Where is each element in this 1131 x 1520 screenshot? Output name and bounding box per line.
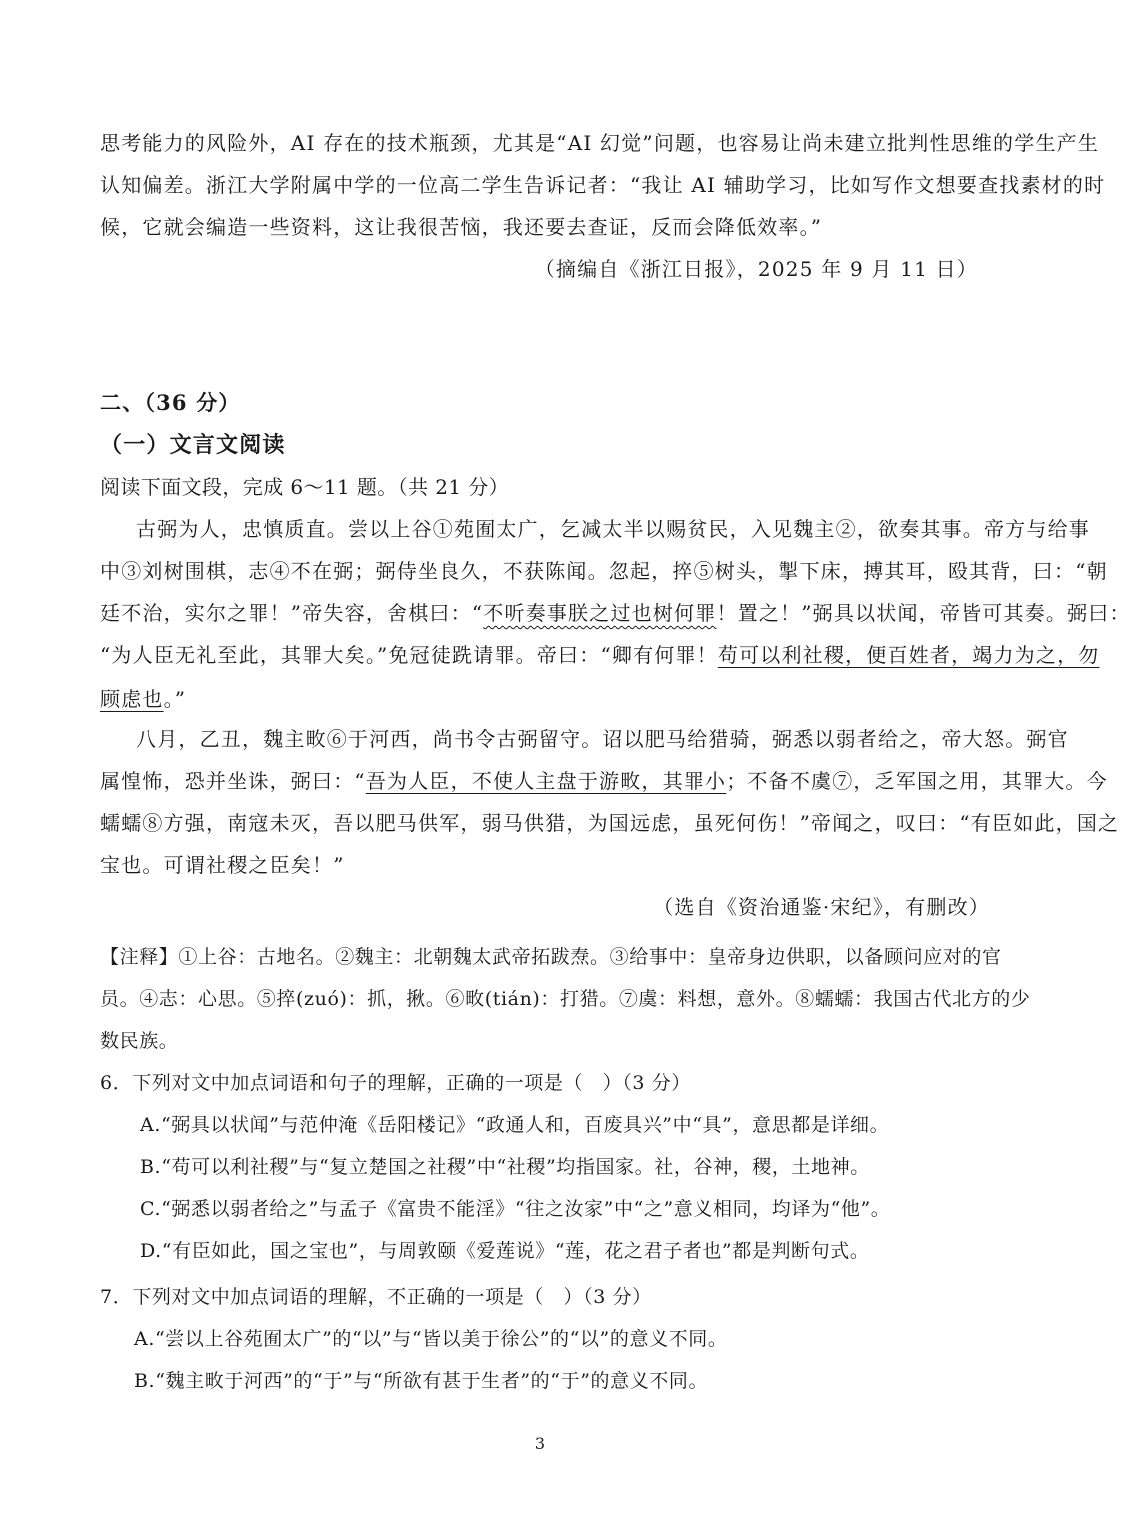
question-stem: 6．下列对文中加点词语和句子的理解，正确的一项是（ ）（3 分）: [100, 1072, 691, 1094]
translation-underline: 苟可以利社稷，便百姓者，竭力为之，勿: [717, 643, 1100, 667]
passage-source: （摘编自《浙江日报》，2025 年 9 月 11 日）: [534, 257, 978, 281]
passage-line: 候，它就会编造一些资料，这让我很苦恼，我还要去查证，反而会降低效率。”: [100, 215, 823, 239]
classical-paragraph-2: [100, 718, 1120, 928]
option-d: D.“有臣如此，国之宝也”，与周敦颐《爱莲说》“莲，花之君子者也”都是判断句式。: [140, 1240, 870, 1262]
classical-line: [100, 634, 1100, 676]
classical-source: （选自《资治通鉴·宋纪》，有删改）: [653, 895, 990, 919]
note-line: 员。④志：心思。⑤捽(zuó)：抓，揪。⑥畋(tián)：打猎。⑦虞：料想，意外。⑧蠕蠕：我国古代北方的少: [100, 988, 1031, 1010]
section-subtitle: （一）文言文阅读: [100, 432, 286, 458]
translation-underline: 顾虑也: [100, 687, 164, 711]
classical-text: “为人臣无礼至此，其罪大矣。”免冠徒跣请罪。帝曰：“卿有何罪！: [100, 643, 718, 667]
passage-line: 认知偏差。浙江大学附属中学的一位高二学生告诉记者：“我让 AI 辅助学习，比如写作文想要查找素材的时: [100, 173, 1106, 197]
option-b: B.“苟可以利社稷”与“复立楚国之社稷”中“社稷”均指国家。社，谷神，稷，土地神。: [140, 1156, 870, 1178]
annotation-notes: [100, 936, 1031, 1062]
classical-line: [100, 760, 1108, 802]
section-title: 二、（36 分）: [100, 390, 241, 415]
question-6: [100, 1062, 990, 1272]
classical-line: 古弼为人，忠慎质直。尝以上谷①苑囿太广，乞减太半以赐贫民，入见魏主②，欲奏其事。帝方与给事: [136, 517, 1090, 541]
note-line: 数民族。: [100, 1030, 179, 1052]
section-instruction: 阅读下面文段，完成 6～11 题。（共 21 分）: [100, 475, 510, 499]
question-stem: 7．下列对文中加点词语的理解，不正确的一项是（ ）（3 分）: [100, 1286, 652, 1308]
option-a: A.“尝以上谷苑囿太广”的“以”与“皆以美于徐公”的“以”的意义不同。: [134, 1328, 728, 1350]
passage-line: 思考能力的风险外，AI 存在的技术瓶颈，尤其是“AI 幻觉”问题，也容易让尚未建立批判性思维的学生产生: [100, 131, 1100, 155]
classical-line: 宝也。可谓社稷之臣矣！”: [100, 853, 345, 877]
sentence-break-underline: 不听奏事朕之过也树何罪: [483, 601, 717, 625]
translation-underline: 吾为人臣，不使人主盘于游畋，其罪小: [365, 769, 727, 793]
classical-text: 廷不治，实尔之罪！”帝失容，舍棋曰：“: [100, 601, 484, 625]
classical-line: 中③刘树围棋，志④不在弼；弼侍坐良久，不获陈闻。忽起，捽⑤树头，掣下床，搏其耳，殴其背，曰：“朝: [100, 559, 1108, 583]
option-b: B.“魏主畋于河西”的“于”与“所欲有甚于生者”的“于”的意义不同。: [134, 1370, 709, 1392]
classical-text: 。”: [163, 687, 187, 711]
option-c: C.“弼悉以弱者给之”与孟子《富贵不能淫》“往之汝家”中“之”意义相同，均译为“他”。: [140, 1198, 891, 1220]
section-two-header: [100, 382, 990, 508]
page-number: 3: [534, 1434, 546, 1453]
classical-line: 八月，乙丑，魏主畋⑥于河西，尚书令古弼留守。诏以肥马给猎骑，弼悉以弱者给之，帝大怒。弼官: [136, 727, 1069, 751]
note-line: 【注释】①上谷：古地名。②魏主：北朝魏太武帝拓跋焘。③给事中：皇帝身边供职，以备顾问应对的官: [100, 946, 1002, 968]
classical-paragraph-1: [100, 508, 1131, 722]
classical-line: [100, 592, 1131, 634]
option-a: A.“弼具以状闻”与范仲淹《岳阳楼记》“政通人和，百废具兴”中“具”，意思都是详细。: [140, 1114, 890, 1136]
classical-text: 属惶怖，恐并坐诛，弼曰：“: [100, 769, 366, 793]
classical-text: ；不备不虞⑦，乏军国之用，其罪大。今: [726, 769, 1108, 793]
classical-line: 蠕蠕⑧方强，南寇未灭，吾以肥马供军，弱马供猎，为国远虑，虽死何伤！”帝闻之，叹曰：“有臣如此，国之: [100, 811, 1120, 835]
question-7: [100, 1276, 990, 1402]
modern-passage-continuation: [100, 122, 1106, 290]
classical-line: [100, 676, 990, 722]
classical-text: ！置之！”弼具以状闻，帝皆可其奏。弼曰：: [716, 601, 1131, 625]
